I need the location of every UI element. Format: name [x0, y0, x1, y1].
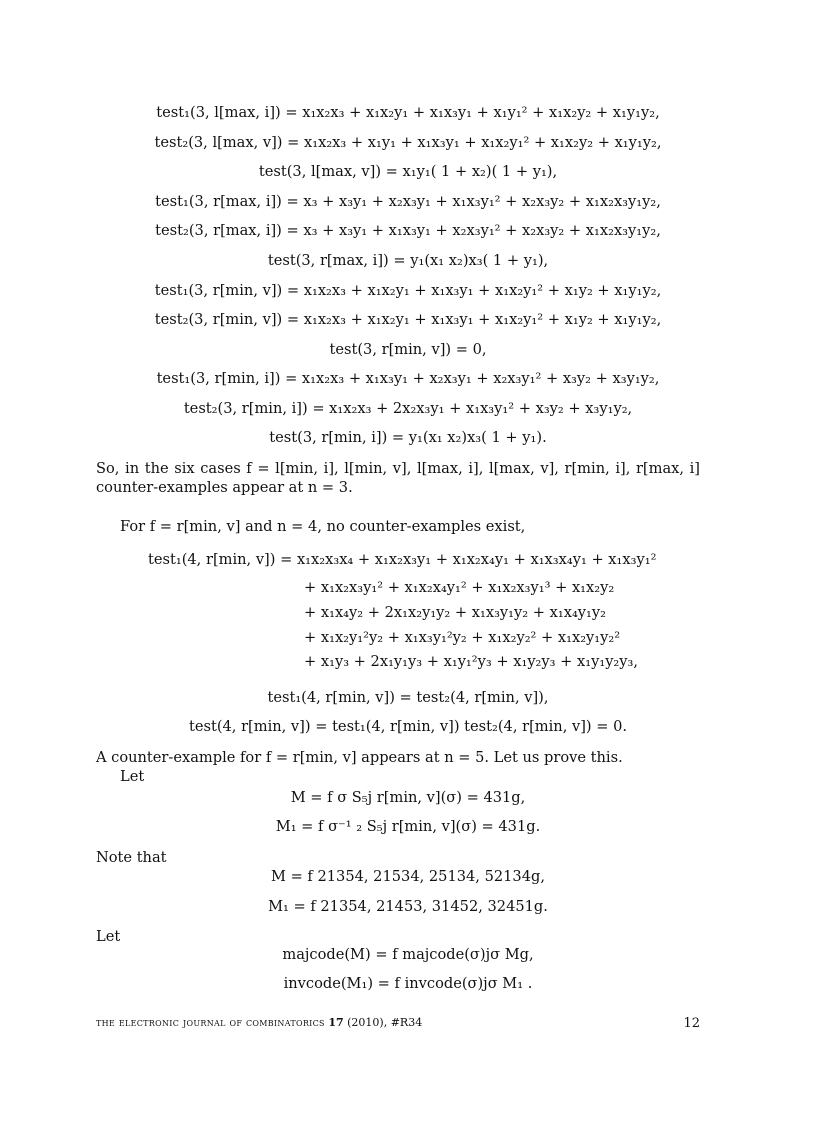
paragraph: Note that: [96, 849, 167, 866]
paragraph: So, in the six cases f = l[min, i], l[min, v], l[max, i], l[max, v], r[min, i], r[max, i] counter-examples appear at n = 3.: [96, 460, 700, 496]
equation: majcode(M) = f majcode(σ)jσ Mg,: [282, 946, 534, 963]
equation: M = f 21354, 21534, 25134, 52134g,: [270, 868, 545, 885]
equation: test₂(3, l[max, v]) = x₁x₂x₃ + x₁y₁ + x₁x₃y₁ + x₁x₂y₁² + x₁x₂y₂ + x₁y₁y₂,: [154, 134, 662, 151]
equation: test₁(3, l[max, i]) = x₁x₂x₃ + x₁x₂y₁ + x₁x₃y₁ + x₁y₁² + x₁x₂y₂ + x₁y₁y₂,: [156, 104, 660, 121]
journal-volume: 17: [328, 1016, 344, 1029]
paragraph: A counter-example for f = r[min, v] appears at n = 5. Let us prove this.: [96, 749, 623, 766]
journal-name: the electronic journal of combinatorics: [96, 1016, 325, 1029]
equation: test₁(3, r[max, i]) = x₃ + x₃y₁ + x₂x₃y₁ + x₁x₃y₁² + x₂x₃y₂ + x₁x₂x₃y₁y₂,: [155, 193, 661, 210]
equation-continuation: + x₁x₄y₂ + 2x₁x₂y₁y₂ + x₁x₃y₁y₂ + x₁x₄y₁y₂: [304, 604, 606, 621]
equation: test₁(4, r[min, v]) = test₂(4, r[min, v]),: [267, 689, 549, 706]
equation-continuation: + x₁y₃ + 2x₁y₁y₃ + x₁y₁²y₃ + x₁y₂y₃ + x₁y₁y₂y₃,: [304, 653, 639, 670]
equation: test(3, r[max, i]) = y₁(x₁ x₂)x₃( 1 + y₁),: [267, 252, 549, 269]
equation: test₂(3, r[min, i]) = x₁x₂x₃ + 2x₂x₃y₁ + x₁x₃y₁² + x₃y₂ + x₃y₁y₂,: [183, 400, 633, 417]
equation: invcode(M₁) = f invcode(σ)jσ M₁ .: [283, 975, 533, 992]
equation: test(3, l[max, v]) = x₁y₁( 1 + x₂)( 1 + y₁),: [258, 163, 558, 180]
equation: M₁ = f σ⁻¹ ₂ S₅j r[min, v](σ) = 431g.: [275, 818, 541, 835]
equation: M₁ = f 21354, 21453, 31452, 32451g.: [268, 898, 548, 915]
equation-continuation: + x₁x₂y₁²y₂ + x₁x₃y₁²y₂ + x₁x₂y₂² + x₁x₂y₁y₂²: [304, 629, 621, 646]
equation: test₁(3, r[min, i]) = x₁x₂x₃ + x₁x₃y₁ + x₂x₃y₁ + x₂x₃y₁² + x₃y₂ + x₃y₁y₂,: [156, 370, 660, 387]
equation: test₂(3, r[max, i]) = x₃ + x₃y₁ + x₁x₃y₁ + x₂x₃y₁² + x₂x₃y₂ + x₁x₂x₃y₁y₂,: [155, 222, 661, 239]
equation-continuation: + x₁x₂x₃y₁² + x₁x₂x₄y₁² + x₁x₂x₃y₁³ + x₁x₂y₂: [304, 579, 615, 596]
paragraph: For f = r[min, v] and n = 4, no counter-examples exist,: [120, 518, 526, 535]
equation: test(3, r[min, i]) = y₁(x₁ x₂)x₃( 1 + y₁).: [269, 429, 547, 446]
equation: test(3, r[min, v]) = 0,: [329, 341, 487, 358]
equation: test₁(3, r[min, v]) = x₁x₂x₃ + x₁x₂y₁ + x₁x₃y₁ + x₁x₂y₁² + x₁y₂ + x₁y₁y₂,: [154, 282, 662, 299]
page-footer: [96, 1016, 700, 1029]
paragraph: Let: [96, 928, 121, 945]
page-number: 12: [683, 1016, 700, 1031]
paragraph: Let: [120, 768, 145, 785]
equation: test(4, r[min, v]) = test₁(4, r[min, v]) test₂(4, r[min, v]) = 0.: [188, 718, 628, 735]
journal-issue: (2010), #R34: [347, 1016, 423, 1029]
equation: test₁(4, r[min, v]) = x₁x₂x₃x₄ + x₁x₂x₃y₁ + x₁x₂x₄y₁ + x₁x₃x₄y₁ + x₁x₃y₁²: [148, 551, 657, 568]
equation: test₂(3, r[min, v]) = x₁x₂x₃ + x₁x₂y₁ + x₁x₃y₁ + x₁x₂y₁² + x₁y₂ + x₁y₁y₂,: [154, 311, 662, 328]
equation: M = f σ S₅j r[min, v](σ) = 431g,: [290, 789, 526, 806]
